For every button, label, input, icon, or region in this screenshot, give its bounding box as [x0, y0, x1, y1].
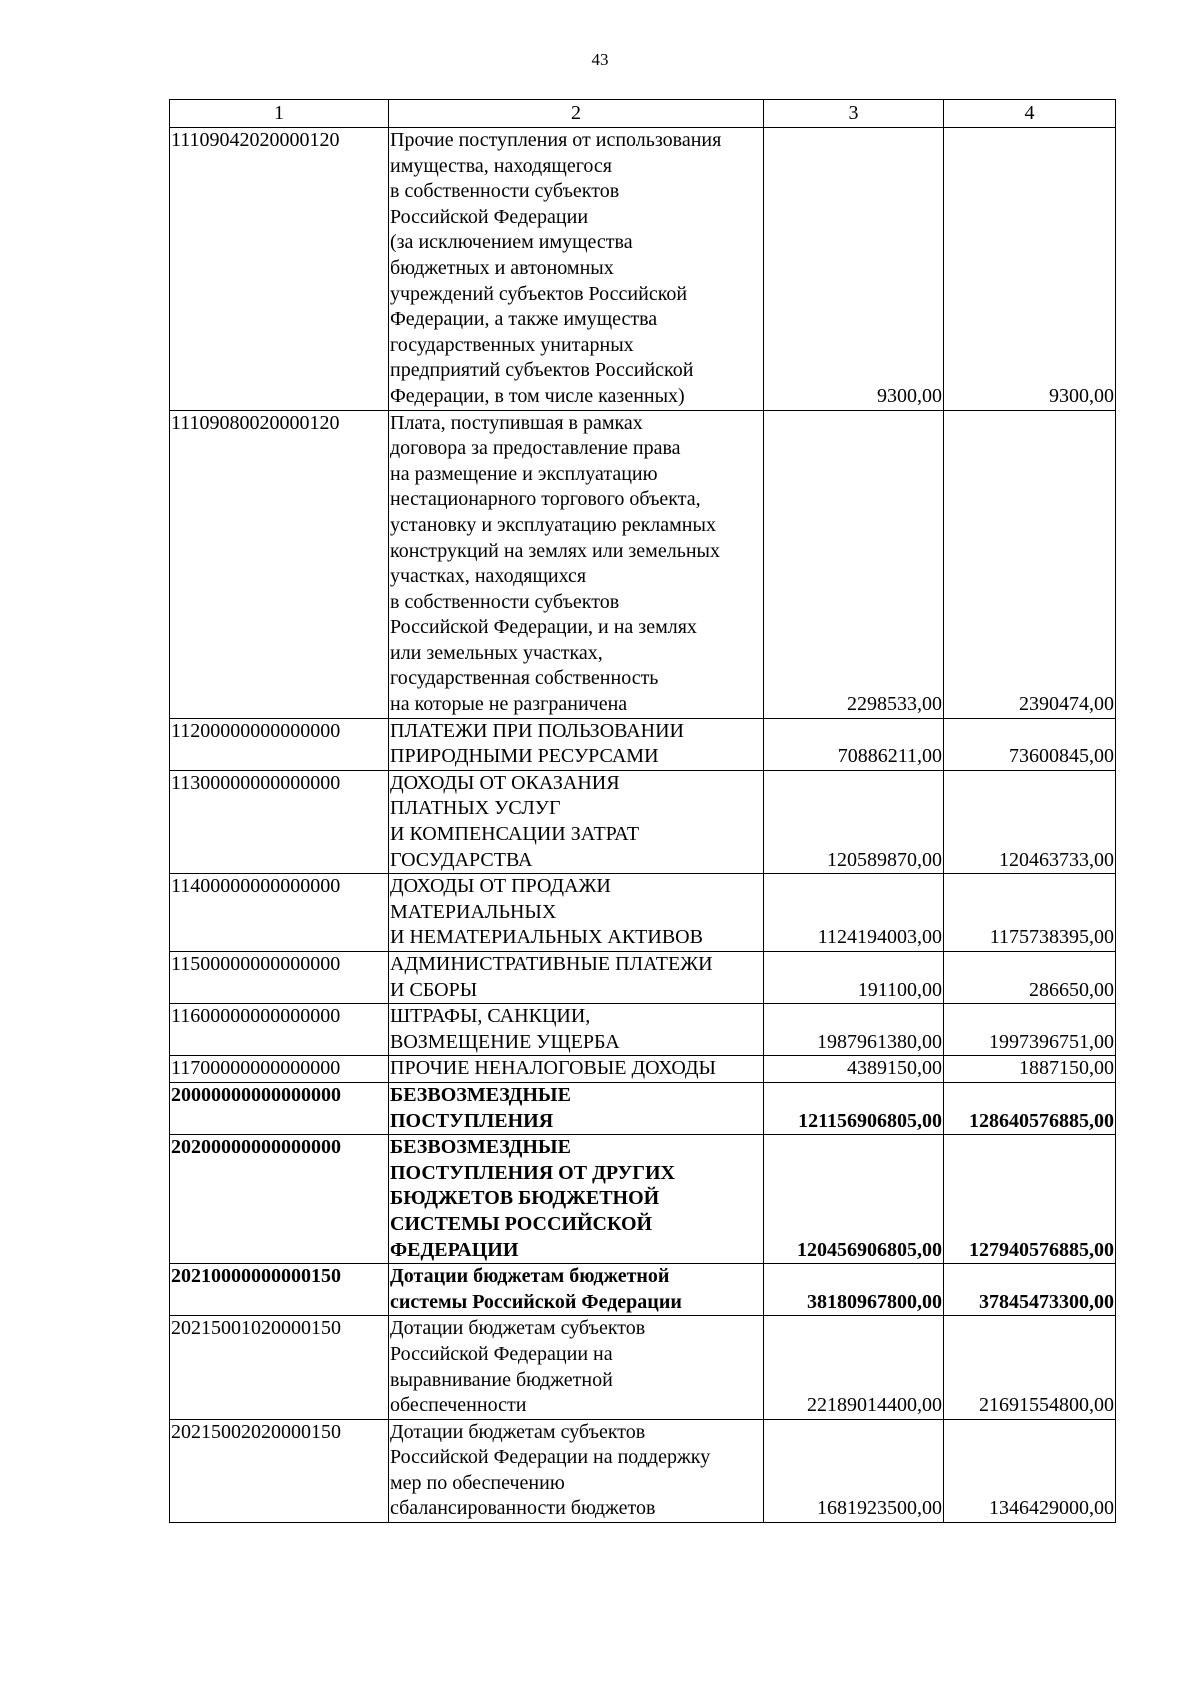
- table-row: [170, 410, 1116, 718]
- amount-column-3-cell: 191100,00: [764, 952, 944, 1004]
- budget-code-cell: 20200000000000000: [170, 1135, 389, 1264]
- amount-column-4-cell: 286650,00: [944, 952, 1116, 1004]
- revenue-name-cell: Дотации бюджетам субъектов Российской Федерации на поддержку мер по обеспечению сбалансированности бюджетов: [389, 1419, 764, 1522]
- amount-column-3-cell: 4389150,00: [764, 1056, 944, 1083]
- revenue-name-cell: ДОХОДЫ ОТ ОКАЗАНИЯ ПЛАТНЫХ УСЛУГ И КОМПЕНСАЦИИ ЗАТРАТ ГОСУДАРСТВА: [389, 770, 764, 873]
- budget-code-cell: 11500000000000000: [170, 952, 389, 1004]
- table-row: [170, 128, 1116, 411]
- amount-column-4-cell: 73600845,00: [944, 718, 1116, 770]
- amount-column-4-cell: 21691554800,00: [944, 1316, 1116, 1419]
- revenue-name-cell: Прочие поступления от использования имущества, находящегося в собственности субъектов Российской Федерации (за исключением имущества бюджетных и автономных учреждений субъектов Российской Федерации, а также имущества государственных унитарных предприятий субъектов Российской Федерации, в том числе казенных): [389, 128, 764, 411]
- amount-column-4-cell: 1175738395,00: [944, 874, 1116, 952]
- table-header-row: [170, 100, 1116, 128]
- revenue-name-cell: ДОХОДЫ ОТ ПРОДАЖИ МАТЕРИАЛЬНЫХ И НЕМАТЕРИАЛЬНЫХ АКТИВОВ: [389, 874, 764, 952]
- revenue-name-cell: ПЛАТЕЖИ ПРИ ПОЛЬЗОВАНИИ ПРИРОДНЫМИ РЕСУРСАМИ: [389, 718, 764, 770]
- amount-column-3-cell: 70886211,00: [764, 718, 944, 770]
- budget-code-cell: 20215001020000150: [170, 1316, 389, 1419]
- amount-column-4-cell: 120463733,00: [944, 770, 1116, 873]
- amount-column-4-cell: 37845473300,00: [944, 1264, 1116, 1316]
- amount-column-3-cell: 1987961380,00: [764, 1004, 944, 1056]
- budget-code-cell: 11200000000000000: [170, 718, 389, 770]
- revenue-name-cell: ПРОЧИЕ НЕНАЛОГОВЫЕ ДОХОДЫ: [389, 1056, 764, 1083]
- amount-column-3-cell: 120589870,00: [764, 770, 944, 873]
- amount-column-4-cell: 1997396751,00: [944, 1004, 1116, 1056]
- budget-code-cell: 11109080020000120: [170, 410, 389, 718]
- column-header-3: 3: [764, 100, 944, 128]
- amount-column-3-cell: 2298533,00: [764, 410, 944, 718]
- table-row: [170, 1316, 1116, 1419]
- table-row: [170, 1082, 1116, 1134]
- amount-column-3-cell: 9300,00: [764, 128, 944, 411]
- table-row: [170, 1004, 1116, 1056]
- table-body: [170, 128, 1116, 1523]
- table-row: [170, 1264, 1116, 1316]
- amount-column-4-cell: 2390474,00: [944, 410, 1116, 718]
- revenue-table: [169, 99, 1116, 1523]
- table-row: [170, 1135, 1116, 1264]
- table-row: [170, 770, 1116, 873]
- budget-code-cell: 11600000000000000: [170, 1004, 389, 1056]
- revenue-name-cell: БЕЗВОЗМЕЗДНЫЕ ПОСТУПЛЕНИЯ: [389, 1082, 764, 1134]
- amount-column-4-cell: 127940576885,00: [944, 1135, 1116, 1264]
- table-row: [170, 1419, 1116, 1522]
- column-header-4: 4: [944, 100, 1116, 128]
- budget-code-cell: 11700000000000000: [170, 1056, 389, 1083]
- budget-code-cell: 20210000000000150: [170, 1264, 389, 1316]
- amount-column-3-cell: 121156906805,00: [764, 1082, 944, 1134]
- amount-column-4-cell: 1346429000,00: [944, 1419, 1116, 1522]
- amount-column-3-cell: 1681923500,00: [764, 1419, 944, 1522]
- amount-column-3-cell: 22189014400,00: [764, 1316, 944, 1419]
- table-row: [170, 952, 1116, 1004]
- column-header-1: 1: [170, 100, 389, 128]
- revenue-name-cell: Плата, поступившая в рамках договора за предоставление права на размещение и эксплуатацию нестационарного торгового объекта, установку и эксплуатацию рекламных конструкций на землях или земельных участках, находящихся в собственности субъектов Российской Федерации, и на землях или земельных участках, государственная собственность на которые не разграничена: [389, 410, 764, 718]
- revenue-name-cell: БЕЗВОЗМЕЗДНЫЕ ПОСТУПЛЕНИЯ ОТ ДРУГИХ БЮДЖЕТОВ БЮДЖЕТНОЙ СИСТЕМЫ РОССИЙСКОЙ ФЕДЕРАЦИИ: [389, 1135, 764, 1264]
- budget-code-cell: 20215002020000150: [170, 1419, 389, 1522]
- amount-column-4-cell: 1887150,00: [944, 1056, 1116, 1083]
- amount-column-3-cell: 38180967800,00: [764, 1264, 944, 1316]
- budget-code-cell: 20000000000000000: [170, 1082, 389, 1134]
- revenue-name-cell: Дотации бюджетам бюджетной системы Российской Федерации: [389, 1264, 764, 1316]
- budget-code-cell: 11400000000000000: [170, 874, 389, 952]
- amount-column-3-cell: 120456906805,00: [764, 1135, 944, 1264]
- table-row: [170, 718, 1116, 770]
- revenue-name-cell: АДМИНИСТРАТИВНЫЕ ПЛАТЕЖИ И СБОРЫ: [389, 952, 764, 1004]
- revenue-name-cell: ШТРАФЫ, САНКЦИИ, ВОЗМЕЩЕНИЕ УЩЕРБА: [389, 1004, 764, 1056]
- amount-column-4-cell: 9300,00: [944, 128, 1116, 411]
- column-header-2: 2: [389, 100, 764, 128]
- revenue-name-cell: Дотации бюджетам субъектов Российской Федерации на выравнивание бюджетной обеспеченности: [389, 1316, 764, 1419]
- table-row: [170, 874, 1116, 952]
- amount-column-4-cell: 128640576885,00: [944, 1082, 1116, 1134]
- page-number: 43: [591, 50, 609, 69]
- table-row: [170, 1056, 1116, 1083]
- budget-code-cell: 11300000000000000: [170, 770, 389, 873]
- amount-column-3-cell: 1124194003,00: [764, 874, 944, 952]
- budget-code-cell: 11109042020000120: [170, 128, 389, 411]
